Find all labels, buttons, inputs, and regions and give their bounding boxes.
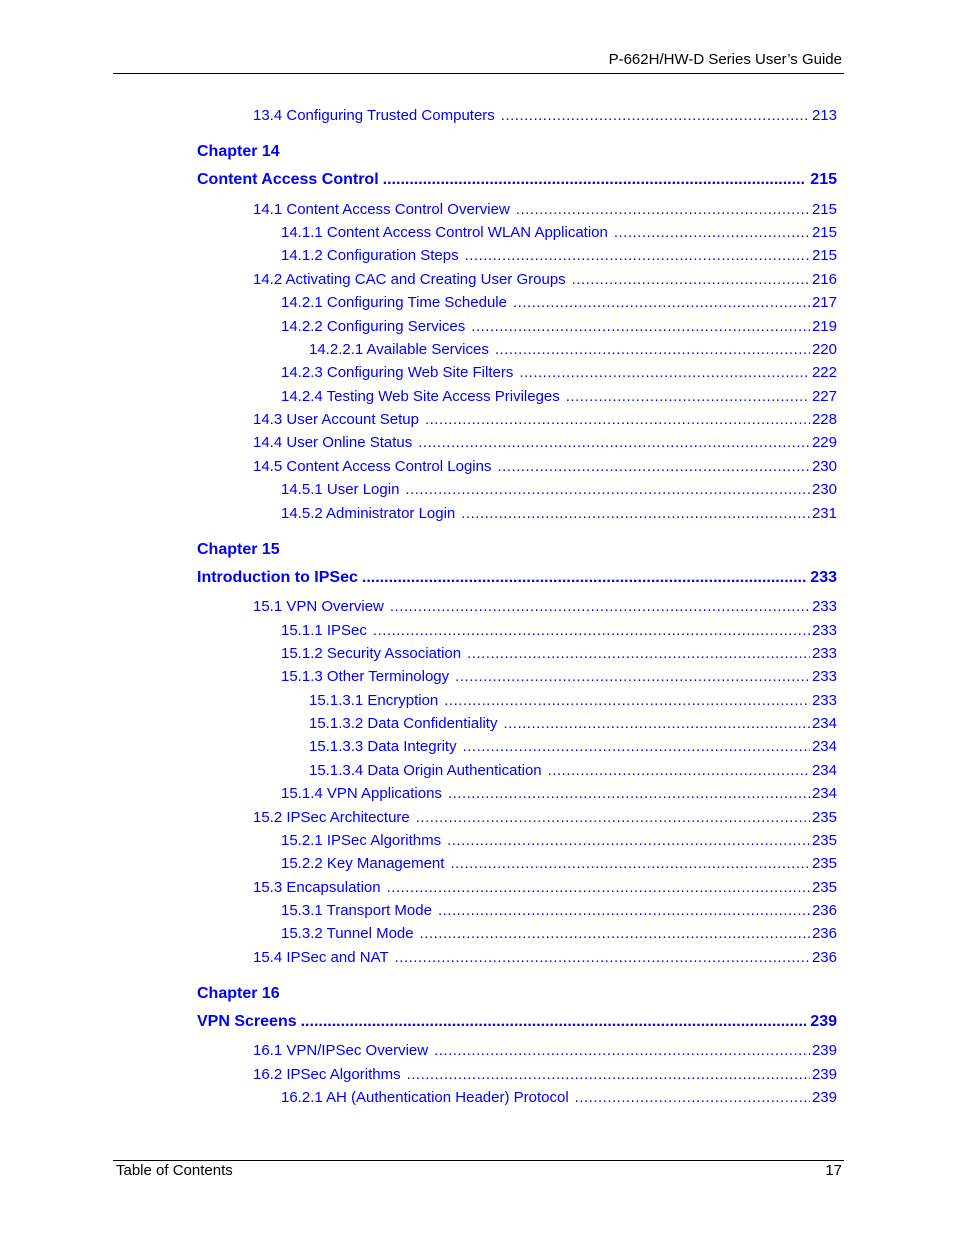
toc-page-number: 234 — [811, 762, 837, 779]
toc-dot-leader — [471, 318, 810, 335]
toc-entry-title: 15.3.1 Transport Mode — [281, 902, 432, 919]
toc-page-number: 239 — [811, 1089, 837, 1106]
toc-entry-title: 14.5.1 User Login — [281, 481, 400, 498]
toc-dot-leader — [465, 247, 810, 264]
toc-page-number: 235 — [811, 879, 837, 896]
toc-dot-leader — [503, 715, 810, 732]
toc-page-number: 236 — [811, 925, 837, 942]
toc-page-number: 215 — [810, 171, 837, 188]
toc-entry-link[interactable] — [281, 364, 837, 384]
toc-entry-link[interactable] — [281, 902, 837, 922]
toc-dot-leader — [418, 434, 810, 451]
toc-dot-leader — [405, 481, 810, 498]
toc-entry-link[interactable] — [253, 271, 837, 291]
toc-dot-leader — [390, 598, 810, 615]
toc-entry-link[interactable] — [253, 107, 837, 127]
toc-entry-link[interactable] — [281, 855, 837, 875]
toc-page-number: 219 — [811, 318, 837, 335]
toc-page-number: 230 — [811, 458, 837, 475]
toc-entry-title: 15.2.1 IPSec Algorithms — [281, 832, 442, 849]
toc-entry-title: 15.1 VPN Overview — [253, 598, 384, 615]
toc-entry-title: 14.1 Content Access Control Overview — [253, 201, 510, 218]
toc-entry-link[interactable] — [253, 598, 837, 618]
toc-dot-leader — [450, 855, 810, 872]
toc-entry-title: 15.2 IPSec Architecture — [253, 809, 410, 826]
toc-entry-link[interactable] — [281, 481, 837, 501]
toc-entry-title: 14.1.2 Configuration Steps — [281, 247, 459, 264]
toc-dot-leader — [516, 201, 810, 218]
footer-section-name: Table of Contents — [116, 1162, 233, 1179]
toc-entry-title: 15.1.1 IPSec — [281, 622, 367, 639]
toc-entry-title: 14.5.2 Administrator Login — [281, 505, 456, 522]
toc-chapter-heading[interactable] — [197, 985, 837, 1031]
toc-entry-title: 14.3 User Account Setup — [253, 411, 419, 428]
toc-dot-leader — [407, 1066, 810, 1083]
toc-page-number: 230 — [811, 481, 837, 498]
toc-entry-link[interactable] — [281, 505, 837, 525]
toc-page-number: 235 — [811, 832, 837, 849]
toc-chapter-number: Chapter 16 — [197, 985, 280, 1002]
toc-page-number: 233 — [811, 598, 837, 615]
toc-page-number: 231 — [811, 505, 837, 522]
toc-dot-leader — [420, 925, 810, 942]
toc-page-number: 228 — [811, 411, 837, 428]
toc-chapter-heading[interactable] — [197, 143, 837, 189]
toc-entry-link[interactable] — [309, 341, 837, 361]
toc-page-number: 215 — [811, 247, 837, 264]
toc-dot-leader — [497, 458, 809, 475]
toc-chapter-title: VPN Screens — [197, 1013, 297, 1030]
toc-page-number: 229 — [811, 434, 837, 451]
toc-entry-link[interactable] — [253, 879, 837, 899]
footer-page-number: 17 — [825, 1162, 842, 1179]
toc-entry-title: 14.2.1 Configuring Time Schedule — [281, 294, 507, 311]
toc-dot-leader — [447, 832, 810, 849]
toc-entry-title: 15.1.3 Other Terminology — [281, 668, 450, 685]
toc-entry-link[interactable] — [281, 832, 837, 852]
toc-dot-leader — [444, 692, 810, 709]
toc-page-number: 220 — [811, 341, 837, 358]
toc-entry-title: 15.2.2 Key Management — [281, 855, 445, 872]
toc-entry-link[interactable] — [281, 318, 837, 338]
toc-page-number: 213 — [811, 107, 837, 124]
toc-entry-title: 15.1.3.4 Data Origin Authentication — [309, 762, 542, 779]
toc-page-number: 233 — [811, 668, 837, 685]
toc-page-number: 234 — [811, 738, 837, 755]
toc-dot-leader — [425, 411, 810, 428]
toc-entry-title: 16.2.1 AH (Authentication Header) Protocol — [281, 1089, 569, 1106]
toc-entry-link[interactable] — [309, 715, 837, 735]
toc-entry-title: 16.2 IPSec Algorithms — [253, 1066, 401, 1083]
toc-entry-title: 15.1.3.3 Data Integrity — [309, 738, 457, 755]
toc-dot-leader — [463, 738, 810, 755]
toc-entry-link[interactable] — [253, 809, 837, 829]
toc-page-number: 236 — [811, 949, 837, 966]
toc-entry-link[interactable] — [309, 738, 837, 758]
toc-page-number: 216 — [811, 271, 837, 288]
toc-page-number: 227 — [811, 388, 837, 405]
toc-dot-leader — [455, 668, 810, 685]
toc-page-number: 233 — [810, 569, 837, 586]
toc-dot-leader — [566, 388, 810, 405]
toc-entry-title: 16.1 VPN/IPSec Overview — [253, 1042, 429, 1059]
toc-chapter-number: Chapter 15 — [197, 541, 280, 558]
toc-entry-link[interactable] — [253, 949, 837, 969]
toc-dot-leader — [373, 622, 810, 639]
toc-chapter-number: Chapter 14 — [197, 143, 280, 160]
toc-dot-leader — [575, 1089, 810, 1106]
toc-dot-leader — [438, 902, 810, 919]
toc-dot-leader — [383, 171, 807, 189]
toc-page-number: 236 — [811, 902, 837, 919]
toc-entry-title: 15.1.4 VPN Applications — [281, 785, 442, 802]
toc-entry-link[interactable] — [281, 925, 837, 945]
toc-entry-title: 14.2.4 Testing Web Site Access Privileges — [281, 388, 560, 405]
toc-page-number: 239 — [811, 1042, 837, 1059]
footer-rule — [113, 1160, 844, 1161]
toc-dot-leader — [614, 224, 810, 241]
toc-dot-leader — [513, 294, 810, 311]
toc-entry-link[interactable] — [281, 1089, 837, 1109]
toc-entry-link[interactable] — [253, 434, 837, 454]
toc-chapter-title: Introduction to IPSec — [197, 569, 358, 586]
toc-dot-leader — [416, 809, 810, 826]
toc-entry-title: 15.4 IPSec and NAT — [253, 949, 389, 966]
toc-entry-link[interactable] — [309, 692, 837, 712]
running-header-title: P-662H/HW-D Series User’s Guide — [608, 51, 842, 68]
toc-page-number: 239 — [810, 1013, 837, 1030]
toc-dot-leader — [301, 1013, 807, 1031]
toc-entry-link[interactable] — [253, 1066, 837, 1086]
toc-page-number: 233 — [811, 622, 837, 639]
toc-entry-link[interactable] — [253, 458, 837, 478]
toc-page-number: 222 — [811, 364, 837, 381]
toc-dot-leader — [395, 949, 810, 966]
toc-entry-link[interactable] — [281, 294, 837, 314]
toc-page-number: 235 — [811, 809, 837, 826]
toc-entry-link[interactable] — [309, 762, 837, 782]
toc-entry-link[interactable] — [253, 411, 837, 431]
header-rule — [113, 73, 844, 74]
toc-page-number: 234 — [811, 785, 837, 802]
toc-page-number: 233 — [811, 645, 837, 662]
toc-dot-leader — [572, 271, 810, 288]
toc-entry-link[interactable] — [281, 388, 837, 408]
toc-page-number: 233 — [811, 692, 837, 709]
toc-page-number: 217 — [811, 294, 837, 311]
toc-dot-leader — [467, 645, 810, 662]
toc-dot-leader — [548, 762, 810, 779]
toc-entry-title: 15.1.3.1 Encryption — [309, 692, 439, 709]
toc-entry-title: 14.2.3 Configuring Web Site Filters — [281, 364, 514, 381]
toc-entry-link[interactable] — [281, 224, 837, 244]
toc-entry-title: 14.2.2 Configuring Services — [281, 318, 466, 335]
toc-entry-title: 15.3.2 Tunnel Mode — [281, 925, 414, 942]
toc-entry-link[interactable] — [281, 247, 837, 267]
toc-dot-leader — [362, 569, 806, 587]
toc-dot-leader — [387, 879, 810, 896]
toc-entry-title: 14.1.1 Content Access Control WLAN Application — [281, 224, 608, 241]
toc-dot-leader — [519, 364, 810, 381]
toc-entry-link[interactable] — [281, 785, 837, 805]
toc-entry-title: 15.1.3.2 Data Confidentiality — [309, 715, 498, 732]
toc-entry-title: 14.2 Activating CAC and Creating User Groups — [253, 271, 566, 288]
toc-chapter-title: Content Access Control — [197, 171, 379, 188]
toc-entry-link[interactable] — [281, 668, 837, 688]
toc-page-number: 235 — [811, 855, 837, 872]
toc-dot-leader — [495, 341, 810, 358]
toc-page-number: 239 — [811, 1066, 837, 1083]
toc-entry-link[interactable] — [253, 201, 837, 221]
toc-page-number: 215 — [811, 224, 837, 241]
toc-dot-leader — [448, 785, 810, 802]
toc-dot-leader — [461, 505, 810, 522]
toc-page-number: 215 — [811, 201, 837, 218]
toc-entry-title: 13.4 Configuring Trusted Computers — [253, 107, 495, 124]
toc-chapter-heading[interactable] — [197, 541, 837, 587]
toc-entry-title: 14.2.2.1 Available Services — [309, 341, 489, 358]
toc-entry-link[interactable] — [281, 622, 837, 642]
toc-entry-title: 15.1.2 Security Association — [281, 645, 462, 662]
toc-entry-link[interactable] — [281, 645, 837, 665]
toc-page-number: 234 — [811, 715, 837, 732]
toc-dot-leader — [501, 107, 810, 124]
toc-entry-title: 14.4 User Online Status — [253, 434, 413, 451]
toc-dot-leader — [434, 1042, 810, 1059]
toc-entry-title: 15.3 Encapsulation — [253, 879, 381, 896]
toc-entry-link[interactable] — [253, 1042, 837, 1062]
toc-entry-title: 14.5 Content Access Control Logins — [253, 458, 492, 475]
